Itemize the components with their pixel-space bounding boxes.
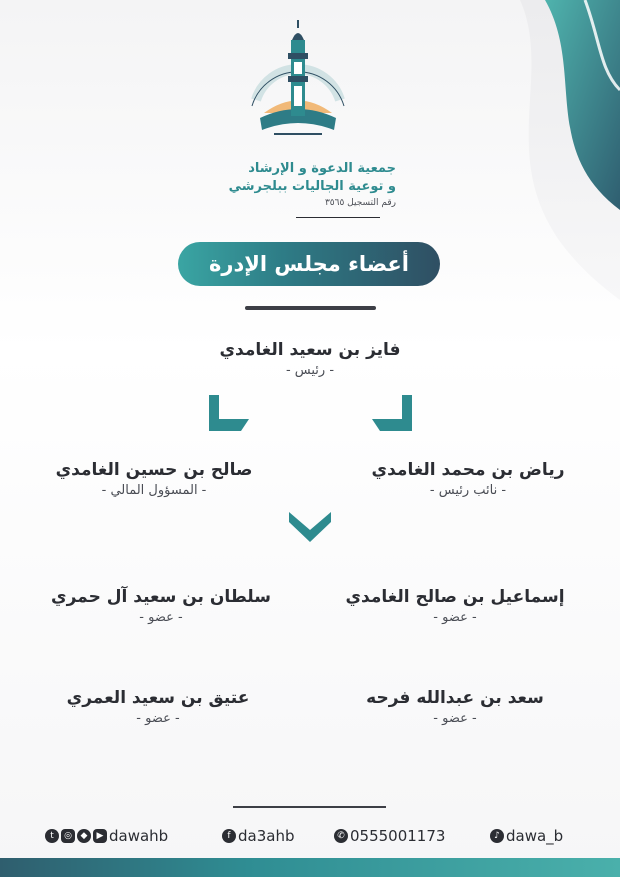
member-role: - عضو - xyxy=(139,610,183,625)
instagram-icon: ◎ xyxy=(61,829,75,843)
social-handle-group xyxy=(45,824,168,848)
facebook-icon: f xyxy=(222,829,236,843)
chevron-down-icon xyxy=(287,510,333,544)
footer-divider xyxy=(233,806,386,808)
page-title: أعضاء مجلس الإدرة xyxy=(178,242,440,286)
tiktok-handle: dawa_b xyxy=(506,827,564,845)
member-role: - عضو - xyxy=(433,711,477,726)
member-role: - رئيس - xyxy=(285,363,335,378)
member-role: - نائب رئيس - xyxy=(429,483,507,498)
youtube-icon: ▶ xyxy=(93,829,107,843)
member-treasurer xyxy=(34,458,274,500)
facebook-handle-group xyxy=(222,824,294,848)
member-role: - المسؤول المالي - xyxy=(101,483,207,498)
member-vice-president xyxy=(348,458,588,500)
member-2 xyxy=(36,585,286,627)
member-name: رياض بن محمد الغامدي xyxy=(371,460,565,480)
member-name: سلطان بن سعيد آل حمري xyxy=(51,587,271,607)
social-handle: dawahb xyxy=(109,827,169,845)
registration-number: رقم التسجيل ٣٥٦٥ xyxy=(324,198,396,208)
tiktok-icon: ♪ xyxy=(490,829,504,843)
bottom-color-bar xyxy=(0,858,620,877)
whatsapp-group xyxy=(334,824,445,848)
tiktok-group xyxy=(490,824,563,848)
association-logo xyxy=(238,18,358,143)
snapchat-icon: ◆ xyxy=(77,829,91,843)
contact-footer xyxy=(0,824,620,854)
whatsapp-icon: ✆ xyxy=(334,829,348,843)
member-name: سعد بن عبدالله فرحه xyxy=(366,688,544,708)
phone-number: 0555001173 xyxy=(350,827,446,845)
org-name-line2: و توعية الجاليات ببلجرشي xyxy=(228,179,396,194)
title-divider xyxy=(245,306,376,310)
organization-name xyxy=(200,160,396,208)
org-name-line1: جمعية الدعوة و الإرشاد xyxy=(248,161,396,176)
org-divider xyxy=(296,217,380,218)
member-3 xyxy=(335,686,575,728)
member-president xyxy=(190,338,430,380)
member-role: - عضو - xyxy=(136,711,180,726)
member-4 xyxy=(38,686,278,728)
member-name: فايز بن سعيد الغامدي xyxy=(219,340,401,360)
member-1 xyxy=(330,585,580,627)
arrow-down-left-icon xyxy=(205,393,255,437)
member-name: إسماعيل بن صالح الغامدي xyxy=(345,587,565,607)
member-role: - عضو - xyxy=(433,610,477,625)
member-name: عتيق بن سعيد العمري xyxy=(66,688,250,708)
member-name: صالح بن حسين الغامدي xyxy=(55,460,253,480)
facebook-handle: da3ahb xyxy=(238,827,295,845)
twitter-icon: t xyxy=(45,829,59,843)
arrow-down-right-icon xyxy=(366,393,416,437)
